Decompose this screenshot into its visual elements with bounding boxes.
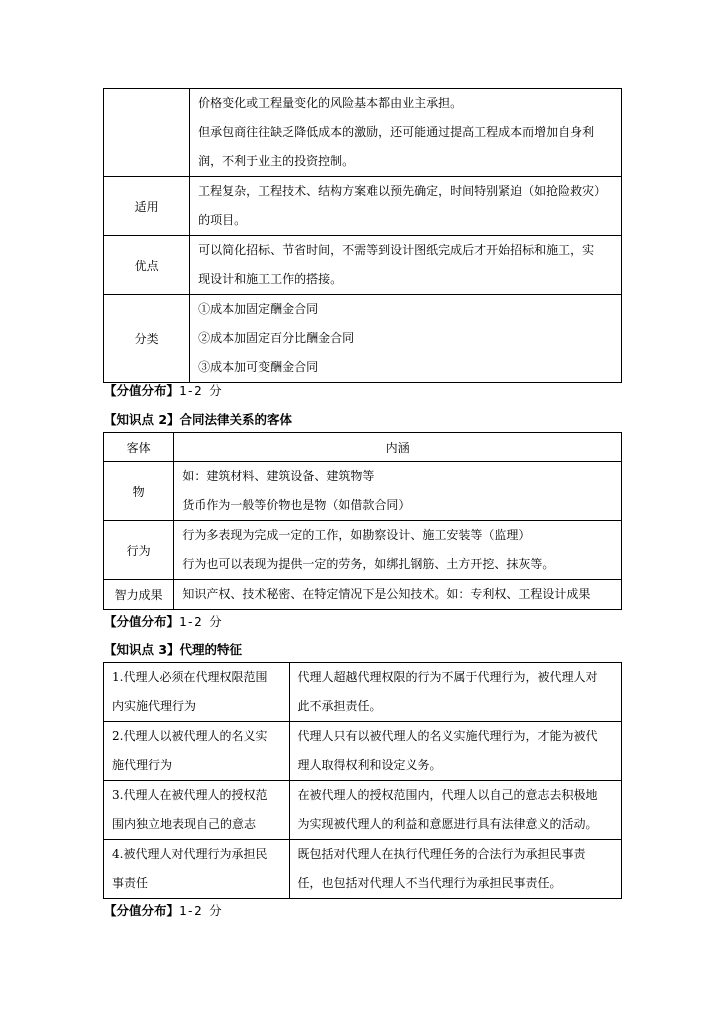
content-line: 此不承担责任。 xyxy=(297,699,382,713)
section-title: 【知识点 3】代理的特征 xyxy=(104,642,243,657)
table-row xyxy=(104,663,622,722)
content-line: 工程复杂，工程技术、结构方案难以预先确定，时间特别紧迫（如抢险救灾） xyxy=(198,184,607,198)
content-line: 既包括对代理人在执行代理任务的合法行为承担民事责 xyxy=(297,847,586,861)
table-row xyxy=(104,177,622,236)
row-label: 物 xyxy=(104,462,174,521)
feature-cell xyxy=(104,781,290,840)
row-content xyxy=(190,295,622,383)
content-line: 内实施代理行为 xyxy=(112,699,197,713)
content-line: 现设计和施工工作的搭接。 xyxy=(198,272,343,286)
content-line: 3.代理人在被代理人的授权范 xyxy=(112,788,268,802)
score-label: 【分值分布】 xyxy=(104,903,180,918)
content-line: 价格变化或工程量变化的风险基本都由业主承担。 xyxy=(198,96,463,110)
content-line: 为实现被代理人的利益和意愿进行具有法律意义的活动。 xyxy=(297,817,598,831)
row-content xyxy=(190,89,622,177)
table-row xyxy=(104,580,622,610)
table-row xyxy=(104,722,622,781)
content-line: 行为也可以表现为提供一定的劳务，如绑扎钢筋、土方开挖、抹灰等。 xyxy=(182,557,555,571)
content-line: 代理人只有以被代理人的名义实施代理行为，才能为被代 xyxy=(297,729,598,743)
feature-cell xyxy=(104,722,290,781)
section-title-kp2 xyxy=(104,410,292,428)
score-distribution-2 xyxy=(104,612,222,630)
row-label: 行为 xyxy=(104,521,174,580)
explanation-cell xyxy=(289,663,621,722)
row-content xyxy=(190,236,622,295)
content-line: 施代理行为 xyxy=(112,758,173,772)
content-line: 在被代理人的授权范围内，代理人以自己的意志去积极地 xyxy=(297,788,598,802)
content-line: ②成本加固定百分比酬金合同 xyxy=(198,331,355,345)
content-line: 4.被代理人对代理行为承担民 xyxy=(112,847,268,861)
table-row xyxy=(104,840,622,899)
content-line: 行为多表现为完成一定的工作，如勘察设计、施工安装等（监理） xyxy=(182,528,531,542)
column-header: 内涵 xyxy=(174,433,622,462)
score-distribution-3 xyxy=(104,901,222,919)
row-label: 分类 xyxy=(104,295,190,383)
row-content xyxy=(190,177,622,236)
content-line: 可以简化招标、节省时间，不需等到设计图纸完成后才开始招标和施工，实 xyxy=(198,243,595,257)
score-value: 1-2 分 xyxy=(179,903,222,918)
content-line: 如：建筑材料、建筑设备、建筑物等 xyxy=(182,469,375,483)
row-content xyxy=(174,521,622,580)
row-label: 适用 xyxy=(104,177,190,236)
score-label: 【分值分布】 xyxy=(104,383,180,398)
row-label: 优点 xyxy=(104,236,190,295)
content-line: 任，也包括对代理人不当代理行为承担民事责任。 xyxy=(297,876,562,890)
contract-type-table xyxy=(103,88,622,383)
content-line: 理人取得权利和设定义务。 xyxy=(297,758,442,772)
score-distribution-1 xyxy=(104,381,222,399)
table-row xyxy=(104,236,622,295)
content-line: 但承包商往往缺乏降低成本的激励，还可能通过提高工程成本而增加自身利 xyxy=(198,125,595,139)
feature-cell xyxy=(104,663,290,722)
explanation-cell xyxy=(289,781,621,840)
table-row xyxy=(104,295,622,383)
table-row xyxy=(104,462,622,521)
score-value: 1-2 分 xyxy=(179,614,222,629)
row-content xyxy=(174,462,622,521)
content-line: 1.代理人必须在代理权限范围 xyxy=(112,670,268,684)
score-label: 【分值分布】 xyxy=(104,614,180,629)
content-line: 的项目。 xyxy=(198,213,247,227)
row-label xyxy=(104,89,190,177)
section-title-kp3 xyxy=(104,640,242,658)
row-label: 智力成果 xyxy=(104,580,174,610)
content-line: ①成本加固定酬金合同 xyxy=(198,302,319,316)
content-line: 知识产权、技术秘密、在特定情况下是公知技术。如：专利权、工程设计成果 xyxy=(182,587,591,601)
agency-features-table xyxy=(103,662,622,899)
table-header-row xyxy=(104,433,622,462)
content-line: 2.代理人以被代理人的名义实 xyxy=(112,729,268,743)
table-row xyxy=(104,781,622,840)
explanation-cell xyxy=(289,722,621,781)
row-content xyxy=(174,580,622,610)
content-line: ③成本加可变酬金合同 xyxy=(198,360,319,374)
content-line: 代理人超越代理权限的行为不属于代理行为，被代理人对 xyxy=(297,670,598,684)
content-line: 润，不利于业主的投资控制。 xyxy=(198,154,355,168)
section-title: 【知识点 2】合同法律关系的客体 xyxy=(104,412,293,427)
content-line: 事责任 xyxy=(112,876,149,890)
column-header: 客体 xyxy=(104,433,174,462)
explanation-cell xyxy=(289,840,621,899)
contract-object-table xyxy=(103,432,622,610)
feature-cell xyxy=(104,840,290,899)
table-row xyxy=(104,521,622,580)
table-row xyxy=(104,89,622,177)
content-line: 货币作为一般等价物也是物（如借款合同） xyxy=(182,498,411,512)
score-value: 1-2 分 xyxy=(179,383,222,398)
content-line: 围内独立地表现自己的意志 xyxy=(112,817,257,831)
